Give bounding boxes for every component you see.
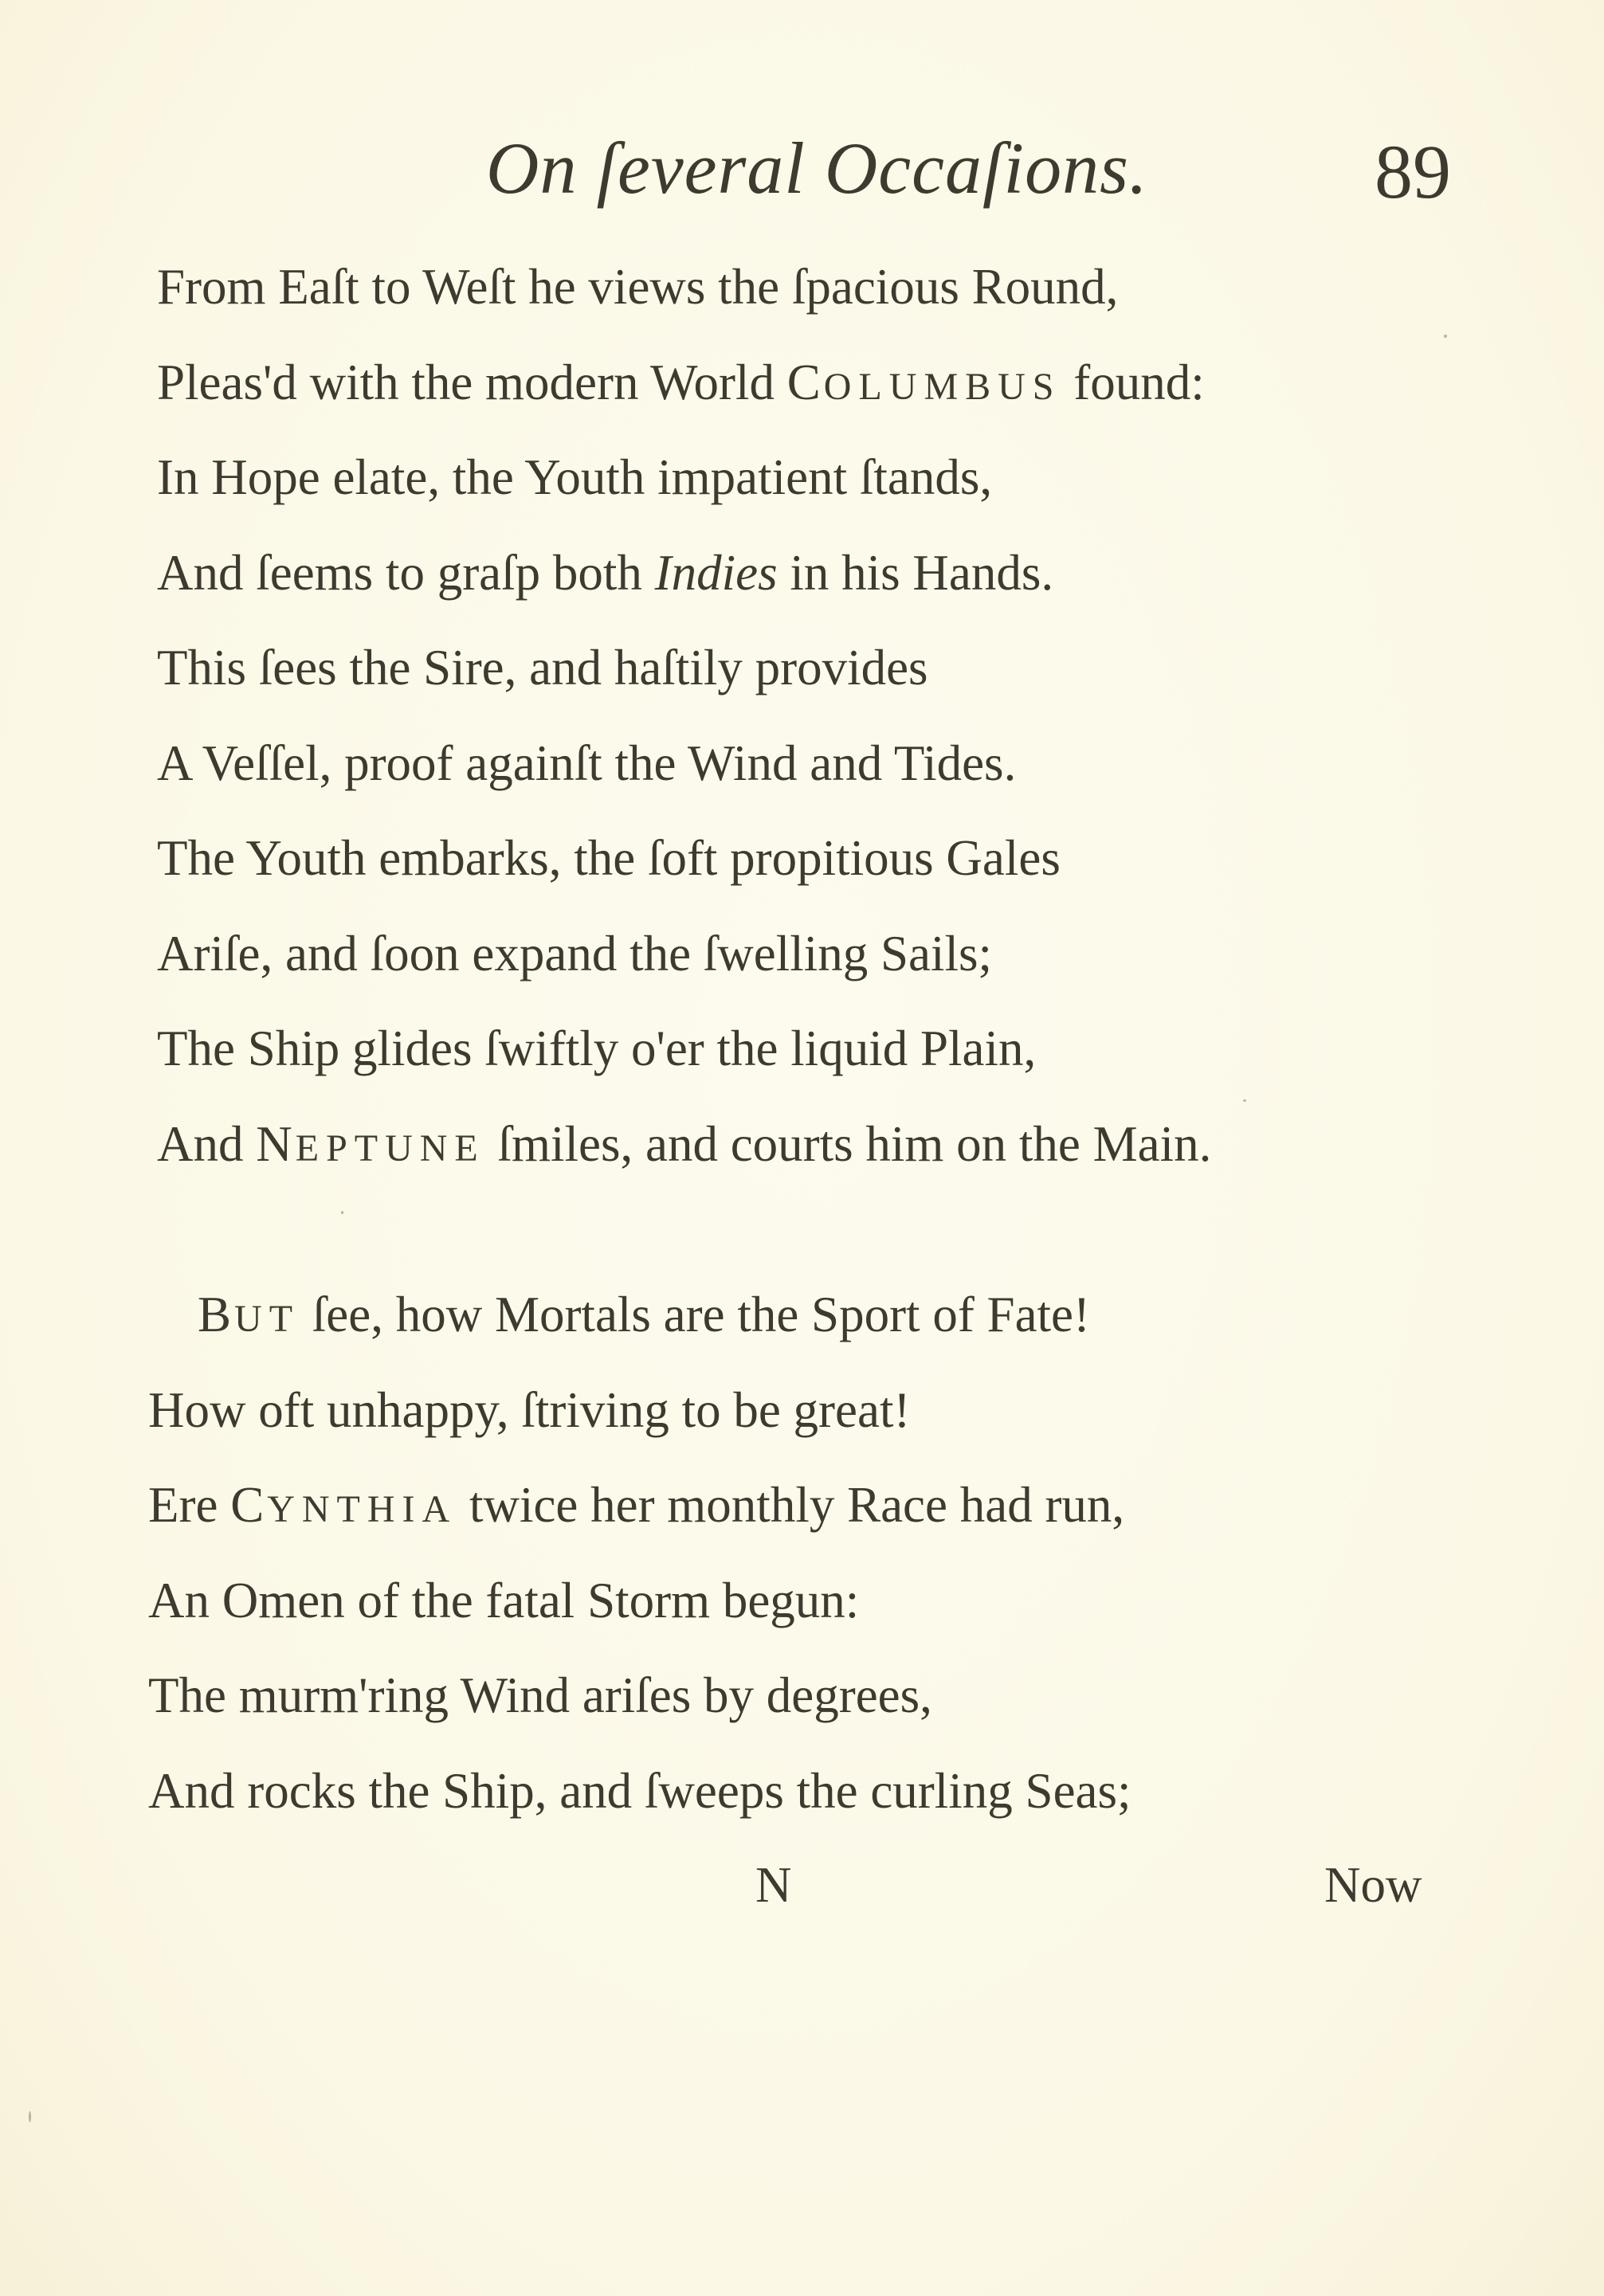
- verse-line: [157, 1112, 1211, 1181]
- verse-line: [157, 541, 1053, 605]
- paper-speck: [29, 2111, 31, 2122]
- paper-speck: [341, 1211, 343, 1214]
- verse-text: ſee, how Mortals are the Sport of Fate!: [300, 1287, 1090, 1342]
- paper-speck: [1444, 335, 1447, 338]
- verse-text: A Veſſel, proof againſt the Wind and Tides.: [157, 735, 1017, 791]
- verse-text: found:: [1061, 354, 1205, 410]
- verse-text: EPTUNE: [295, 1126, 485, 1170]
- page-footer: [0, 1856, 1604, 1928]
- verse-line: [157, 636, 928, 699]
- verse-text: UT: [234, 1298, 300, 1340]
- verse-text: And: [157, 1115, 257, 1172]
- verse-line: [157, 255, 1118, 319]
- verse-text: The murm'ring Wind ariſes by degrees,: [148, 1667, 932, 1723]
- verse-text: And rocks the Ship, and ſweeps the curling Seas;: [148, 1762, 1131, 1819]
- verse-text: From Eaſt to Weſt he views the ſpacious Round,: [157, 259, 1119, 315]
- verse-line: [157, 445, 992, 509]
- verse-text: YNTHIA: [267, 1488, 457, 1530]
- verse-text: Ariſe, and ſoon expand the ſwelling Sails;: [157, 925, 993, 981]
- verse-text: N: [256, 1115, 296, 1172]
- verse-text: C: [230, 1477, 268, 1533]
- verse-line: [157, 922, 992, 985]
- verse-text: C: [786, 354, 824, 410]
- verse-line: [148, 1759, 1131, 1823]
- verse-text: B: [198, 1287, 235, 1342]
- verse-text: in his Hands.: [777, 544, 1054, 601]
- verse-line: [148, 1663, 932, 1727]
- verse-line: [157, 826, 1061, 890]
- verse-text: twice her monthly Race had run,: [457, 1477, 1125, 1533]
- verse-text: OLUMBUS: [823, 365, 1061, 408]
- verse-text: Indies: [654, 544, 778, 601]
- verse-text: ſmiles, and courts him on the Main.: [484, 1115, 1212, 1172]
- verse-text: An Omen of the fatal Storm begun:: [148, 1572, 860, 1628]
- signature-mark: N: [755, 1857, 792, 1913]
- verse-line: [157, 731, 1016, 795]
- paper-speck: [1243, 1099, 1246, 1102]
- verse-text: How oft unhappy, ſtriving to be great!: [148, 1381, 911, 1438]
- running-head-title: On ſeveral Occaſions.: [486, 127, 1148, 209]
- running-head: [0, 120, 1604, 215]
- verse-text: And ſeems to graſp both: [157, 544, 655, 601]
- verse-line: [148, 1378, 910, 1442]
- verse-text: The Youth embarks, the ſoft propitious Gales: [157, 830, 1061, 886]
- verse-line: [148, 1569, 859, 1632]
- verse-line: [157, 1017, 1036, 1080]
- verse-text: The Ship glides ſwiftly o'er the liquid Plain,: [157, 1021, 1037, 1076]
- verse-text: Ere: [148, 1477, 231, 1533]
- verse-line: [198, 1283, 1090, 1351]
- verse-text: In Hope elate, the Youth impatient ſtands,: [157, 449, 993, 505]
- verse-line: [148, 1473, 1124, 1542]
- verse-line: [157, 351, 1205, 419]
- catchword: Now: [1324, 1857, 1422, 1913]
- verse-text: This ſees the Sire, and haſtily provides: [157, 640, 928, 695]
- page-number: 89: [1375, 129, 1451, 214]
- verse-text: Pleas'd with the modern World: [157, 354, 787, 410]
